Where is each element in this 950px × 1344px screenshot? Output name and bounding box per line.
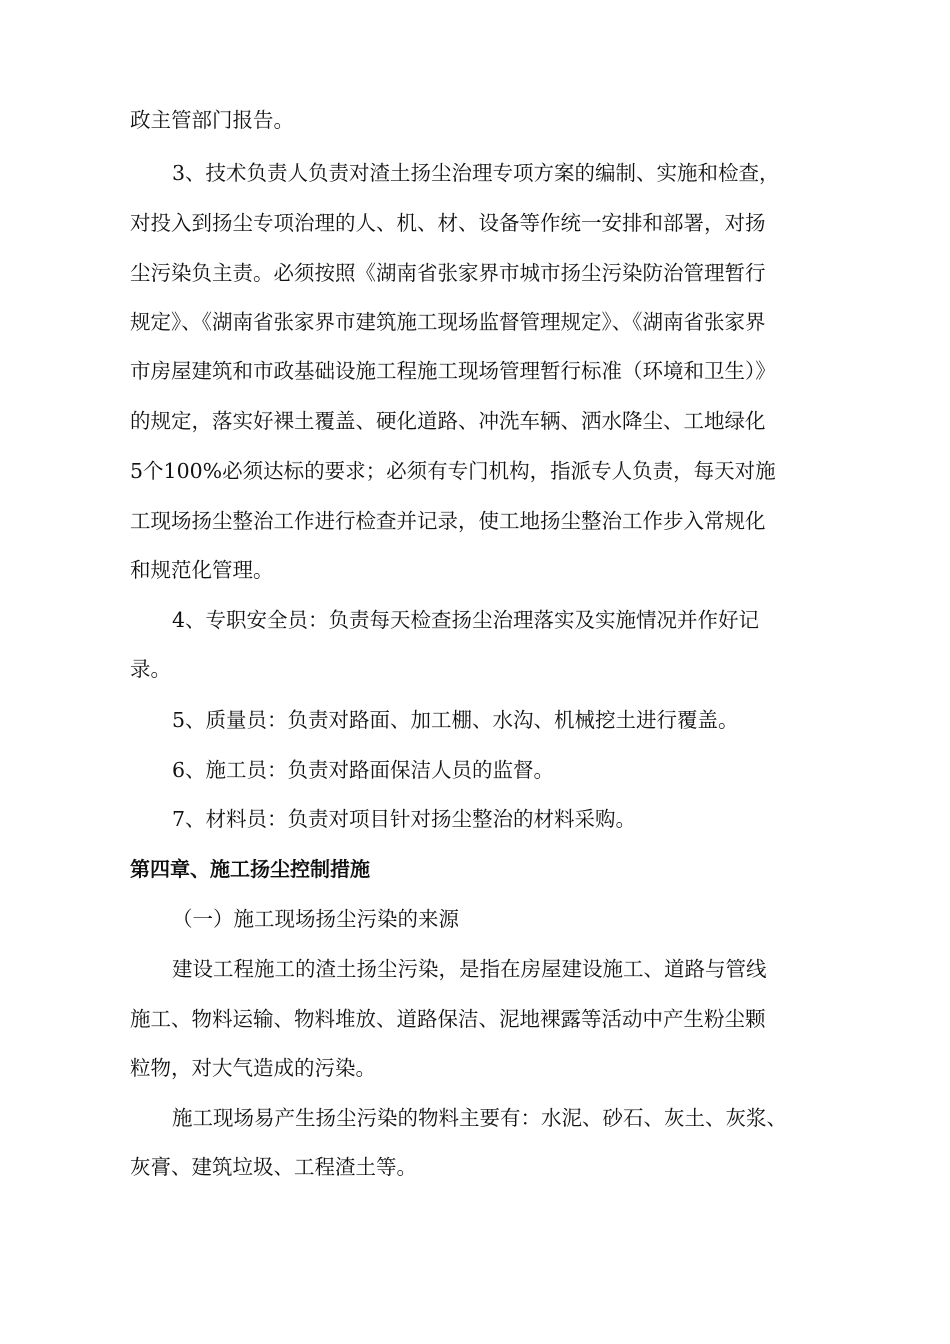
text-line-8: 5个100%必须达标的要求；必须有专门机构，指派专人负责，每天对施 bbox=[130, 459, 776, 483]
text-line-14: 6、施工员：负责对路面保洁人员的监督。 bbox=[172, 758, 555, 782]
text-line-1: 政主管部门报告。 bbox=[130, 108, 294, 132]
section-heading: （一）施工现场扬尘污染的来源 bbox=[172, 907, 459, 931]
text-line-2: 3、技术负责人负责对渣土扬尘治理专项方案的编制、实施和检查， bbox=[172, 161, 780, 185]
text-line-18: 建设工程施工的渣土扬尘污染，是指在房屋建设施工、道路与管线 bbox=[172, 957, 767, 981]
text-line-19: 施工、物料运输、物料堆放、道路保洁、泥地裸露等活动中产生粉尘颗 bbox=[130, 1007, 766, 1031]
text-line-7: 的规定，落实好裸土覆盖、硬化道路、冲洗车辆、洒水降尘、工地绿化 bbox=[130, 409, 766, 433]
text-line-5: 规定》、《湖南省张家界市建筑施工现场监督管理规定》、《湖南省张家界 bbox=[130, 310, 766, 334]
text-line-13: 5、质量员：负责对路面、加工棚、水沟、机械挖土进行覆盖。 bbox=[172, 708, 739, 732]
text-line-6: 市房屋建筑和市政基础设施工程施工现场管理暂行标准（环境和卫生）》 bbox=[130, 359, 776, 383]
text-line-4: 尘污染负主责。必须按照《湖南省张家界市城市扬尘污染防治管理暂行 bbox=[130, 261, 766, 285]
text-line-11: 4、专职安全员：负责每天检查扬尘治理落实及实施情况并作好记 bbox=[172, 608, 760, 632]
text-line-9: 工现场扬尘整治工作进行检查并记录，使工地扬尘整治工作步入常规化 bbox=[130, 509, 766, 533]
text-line-3: 对投入到扬尘专项治理的人、机、材、设备等作统一安排和部署，对扬 bbox=[130, 211, 766, 235]
text-line-21: 施工现场易产生扬尘污染的物料主要有：水泥、砂石、灰土、灰浆、 bbox=[172, 1106, 787, 1130]
text-line-22: 灰膏、建筑垃圾、工程渣土等。 bbox=[130, 1155, 417, 1179]
chapter-heading: 第四章、施工扬尘控制措施 bbox=[130, 857, 370, 881]
text-line-10: 和规范化管理。 bbox=[130, 558, 274, 582]
text-line-20: 粒物，对大气造成的污染。 bbox=[130, 1056, 376, 1080]
text-line-15: 7、材料员：负责对项目针对扬尘整治的材料采购。 bbox=[172, 807, 637, 831]
text-line-12: 录。 bbox=[130, 657, 171, 681]
